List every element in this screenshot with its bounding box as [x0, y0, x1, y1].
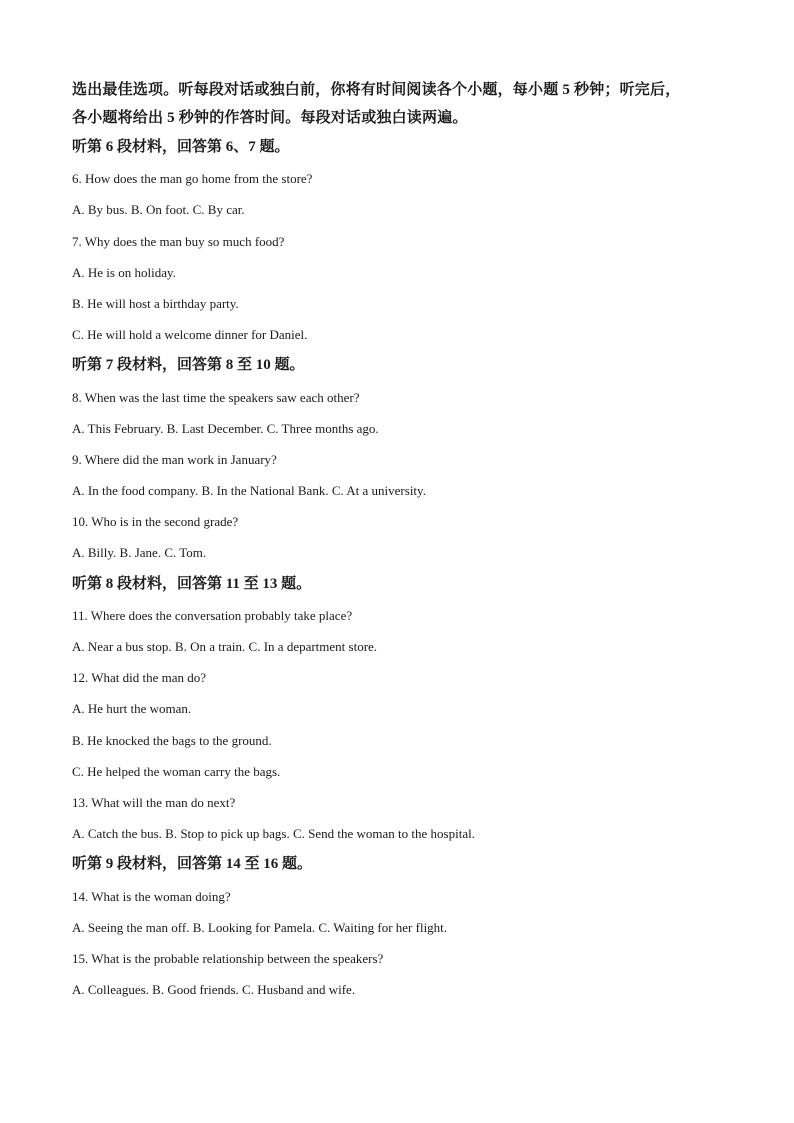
- answer-options: A. Seeing the man off. B. Looking for Pamela. C. Waiting for her flight.: [72, 919, 448, 935]
- answer-options: A. Catch the bus. B. Stop to pick up bags. C. Send the woman to the hospital.: [72, 826, 475, 842]
- section-heading: 听第 8 段材料，回答第 11 至 13 题。: [72, 575, 312, 592]
- answer-options: A. By bus. B. On foot. C. By car.: [72, 202, 245, 218]
- question-text: 12. What did the man do?: [72, 670, 207, 686]
- answer-options: A. Billy. B. Jane. C. Tom.: [72, 545, 207, 561]
- answer-options: A. In the food company. B. In the National Bank. C. At a university.: [72, 483, 426, 499]
- section-heading: 听第 9 段材料，回答第 14 至 16 题。: [72, 856, 313, 873]
- question-text: 9. Where did the man work in January?: [72, 451, 277, 467]
- answer-options: A. Colleagues. B. Good friends. C. Husband and wife.: [72, 982, 356, 998]
- question-text: 7. Why does the man buy so much food?: [72, 233, 285, 249]
- section-heading: 听第 7 段材料，回答第 8 至 10 题。: [72, 357, 305, 374]
- answer-options: C. He helped the woman carry the bags.: [72, 763, 281, 779]
- document-page: [72, 76, 732, 1005]
- answer-options: B. He knocked the bags to the ground.: [72, 732, 272, 748]
- instructions-line-2: 各小题将给出 5 秒钟的作答时间。每段对话或独白读两遍。: [72, 110, 468, 126]
- question-text: 11. Where does the conversation probably take place?: [72, 607, 353, 623]
- answer-options: A. Near a bus stop. B. On a train. C. In a department store.: [72, 639, 378, 654]
- section-heading: 听第 6 段材料，回答第 6、7 题。: [72, 139, 290, 155]
- answer-options: B. He will host a birthday party.: [72, 295, 239, 311]
- instructions-line-1: 选出最佳选项。听每段对话或独白前，你将有时间阅读各个小题，每小题 5 秒钟；听完后，: [72, 82, 681, 98]
- answer-options: A. This February. B. Last December. C. Three months ago.: [72, 420, 379, 436]
- question-text: 15. What is the probable relationship between the speakers?: [72, 950, 384, 966]
- question-text: 14. What is the woman doing?: [72, 888, 231, 904]
- question-list: [72, 132, 732, 1005]
- answer-options: A. He hurt the woman.: [72, 701, 192, 717]
- answer-options: C. He will hold a welcome dinner for Daniel.: [72, 327, 308, 343]
- question-text: 10. Who is in the second grade?: [72, 514, 239, 530]
- question-text: 8. When was the last time the speakers saw each other?: [72, 389, 360, 405]
- question-text: 6. How does the man go home from the store?: [72, 171, 313, 187]
- answer-options: A. He is on holiday.: [72, 264, 176, 280]
- instructions: [72, 76, 732, 132]
- question-text: 13. What will the man do next?: [72, 794, 236, 810]
